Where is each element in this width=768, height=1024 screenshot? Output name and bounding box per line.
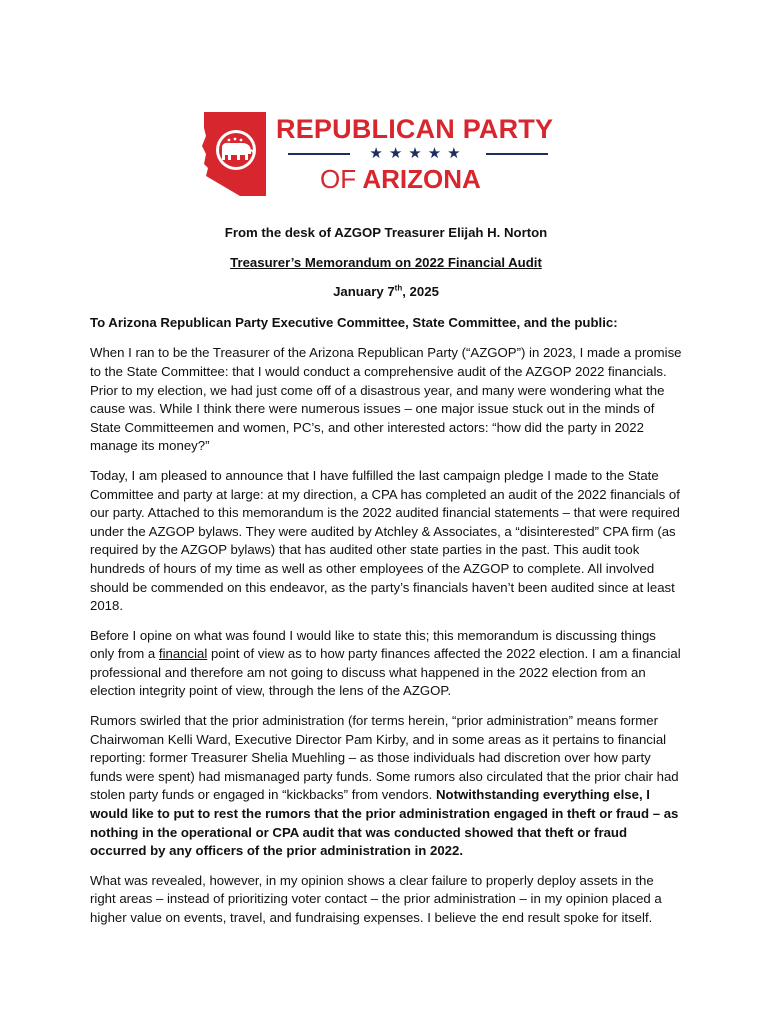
logo-title-line2 (320, 164, 481, 195)
memo-date (90, 283, 682, 302)
memo-addressee: To Arizona Republican Party Executive Committee, State Committee, and the public: (90, 314, 618, 330)
logo-divider-left (288, 153, 350, 155)
p4-bold: Notwithstanding everything else, I would like to put to rest the rumors that the prior administration engaged in theft or fraud – as nothing in the operational or CPA audit that was conducted showed that theft or fraud occurred by any officers of the prior administration in 2022. (90, 787, 679, 859)
paragraph-1: When I ran to be the Treasurer of the Arizona Republican Party (“AZGOP”) in 2023, I made a promise to the State Committee: that I would conduct a comprehensive audit of the AZGOP 2022 financials. Prior to my election, we had just come off of a disastrous year, and many were wondering what the cause was. While I think there were numerous issues – one major issue stuck out in the minds of State Committeemen and women, PC’s, and other interested actors: “how did the party in 2022 manage its money?” (90, 345, 682, 454)
paragraph-3 (90, 627, 682, 701)
date-sup: th (394, 283, 403, 293)
paragraph-5: What was revealed, however, in my opinion shows a clear failure to properly deploy assets in the right areas – instead of prioritizing voter contact – the prior administration – in my opinion placed a higher value on events, travel, and fundraising expenses. I believe the end result spoke for itself. (90, 872, 662, 925)
p3-after: point of view as to how party finances affected the 2022 election. I am a financial professional and therefore am not going to discuss what happened in the 2022 election from an election integrity point of view, through the lens of the AZGOP. (90, 646, 681, 699)
memo-body (90, 224, 682, 939)
logo-of-word: OF (320, 164, 357, 194)
p4-normal: Rumors swirled that the prior administration (for terms herein, “prior administration” means former Chairwoman Kelli Ward, Executive Director Pam Kirby, and in some areas as it pertains to financial reporting: former Treasurer Shelia Muehling – as those individuals had discretion over how party funds were spent) had mismanaged party funds. Some rumors also circulated that the prior chair had stolen party funds or engaged in “kickbacks” from vendors. (90, 713, 679, 803)
paragraph-4 (90, 712, 682, 861)
memo-title (90, 254, 682, 273)
memo-title-text: Treasurer’s Memorandum on 2022 Financial Audit (230, 254, 542, 270)
date-prefix: January 7 (333, 284, 395, 300)
date-suffix: , 2025 (402, 284, 439, 300)
from-line: From the desk of AZGOP Treasurer Elijah H. Norton (224, 225, 548, 240)
paragraph-2: Today, I am pleased to announce that I have fulfilled the last campaign pledge I made to the State Committee and party at large: at my direction, a CPA has completed an audit of the 2022 financials of our party. Attached to this memorandum is the 2022 audited financial statements – that were required under the AZGOP bylaws. They were audited by Atchley & Associates, a “disinterested” CPA firm (as required by the AZGOP bylaws) that has audited other state parties in the past. This audit took hundreds of hours of my time as well as other employees of the AZGOP to complete. All involved should be commended on this endeavor, as the party’s financials haven’t been audited since at least 2018. (90, 467, 680, 614)
logo-stars-row (288, 144, 548, 164)
party-logo (200, 110, 560, 200)
logo-state-word: ARIZONA (362, 164, 481, 194)
p3-underlined: financial (158, 646, 208, 662)
logo-title-line1: REPUBLICAN PARTY (276, 114, 554, 144)
arizona-elephant-icon (200, 110, 270, 200)
logo-divider-right (486, 153, 548, 155)
p3-before: Before I opine on what was found I would like to state this; this memorandum is discussing things only from a (90, 627, 656, 662)
logo-stars-icon: ★★★★★ (369, 145, 467, 162)
